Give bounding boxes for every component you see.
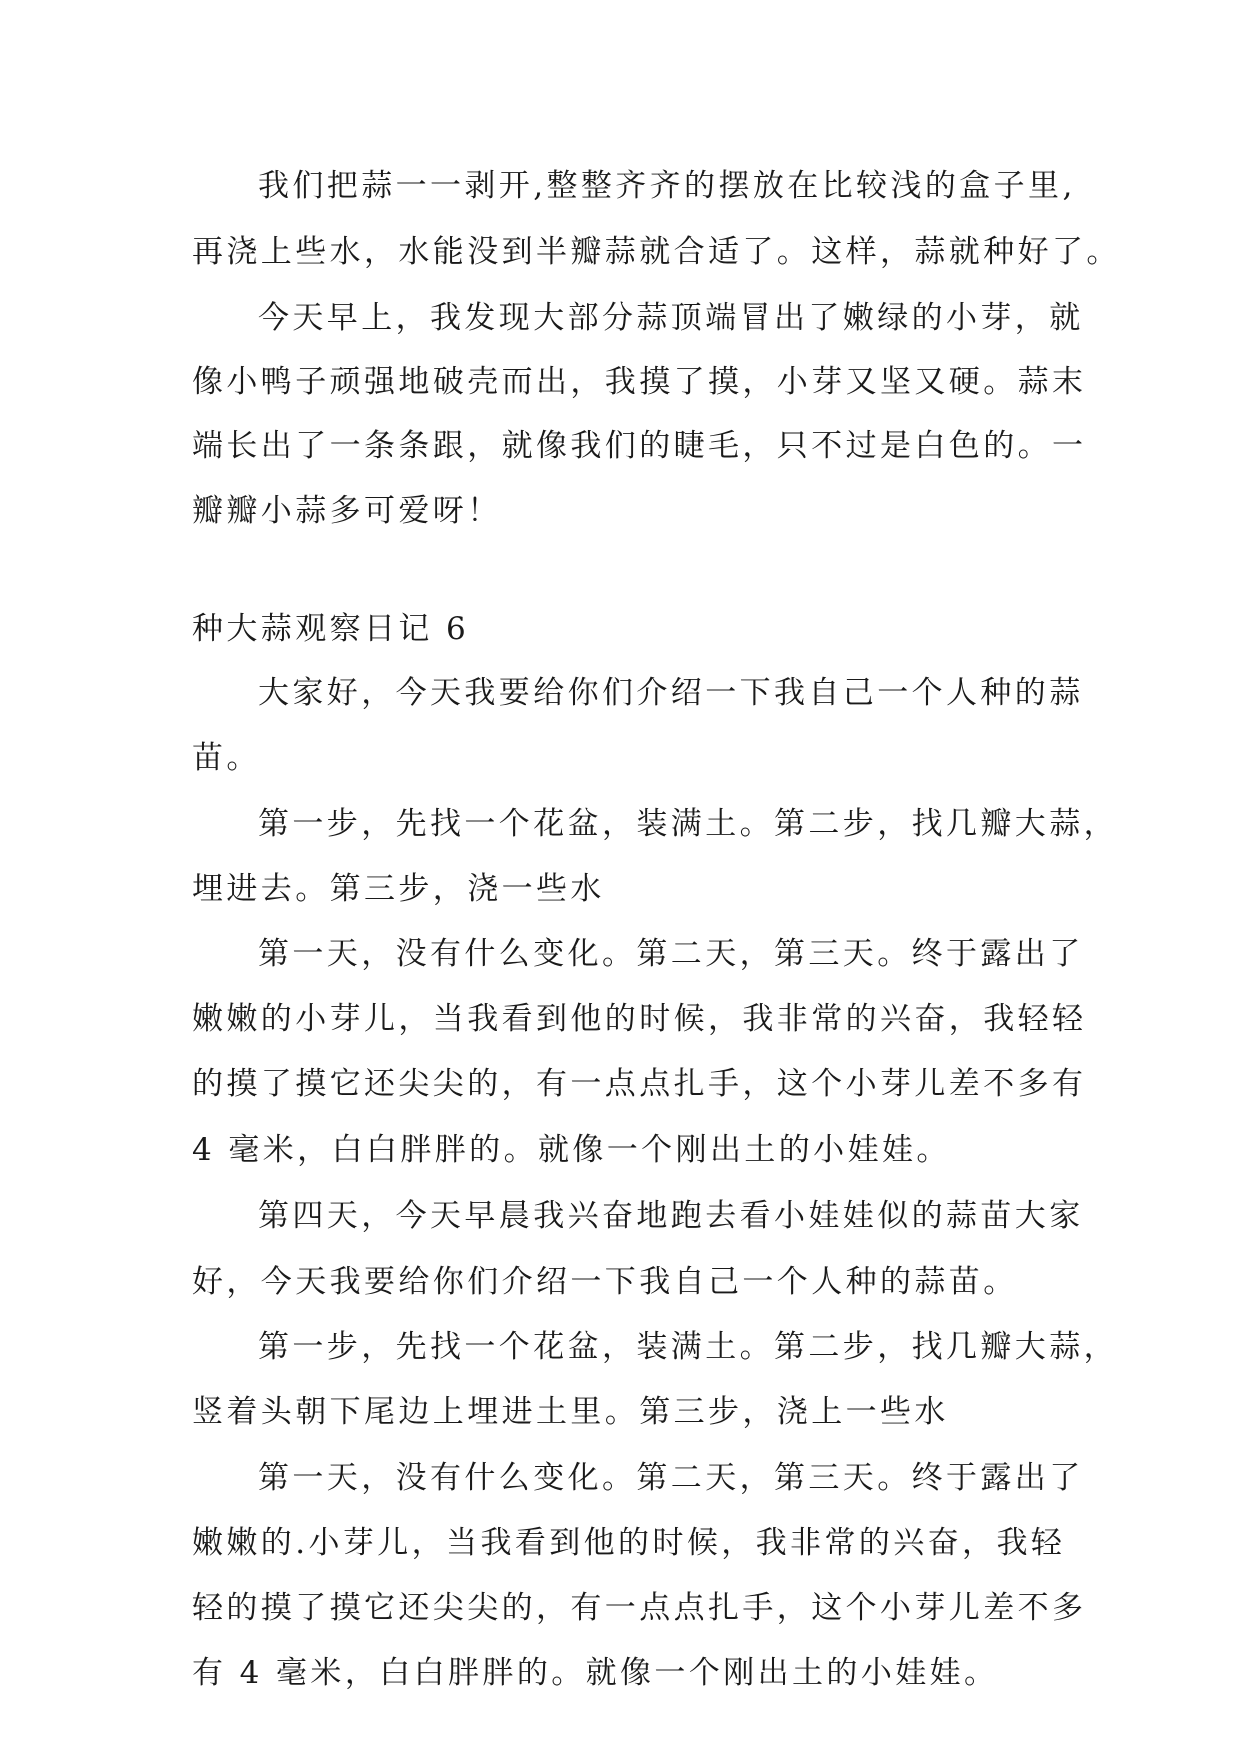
text-line: 大家好，今天我要给你们介绍一下我自己一个人种的蒜 [258,675,1084,711]
text-line: 4 毫米，白白胖胖的。就像一个刚出土的小娃娃。 [192,1132,951,1168]
text-line: 嫩嫩的小芽儿，当我看到他的时候，我非常的兴奋，我轻轻 [192,1001,1087,1037]
text-line: 埋进去。第三步，浇一些水 [192,871,605,907]
text-line: 有 4 毫米，白白胖胖的。就像一个刚出土的小娃娃。 [192,1655,999,1691]
text-line: 第四天，今天早晨我兴奋地跑去看小娃娃似的蒜苗大家 [258,1198,1084,1234]
text-line: 嫩嫩的.小芽儿，当我看到他的时候，我非常的兴奋，我轻 [192,1525,1066,1561]
section-title: 种大蒜观察日记 6 [192,611,470,647]
text-line: 再浇上些水，水能没到半瓣蒜就合适了。这样，蒜就种好了。 [192,234,1121,270]
text-line: 我们把蒜一一剥开,整整齐齐的摆放在比较浅的盒子里, [258,168,1076,204]
text-line: 轻的摸了摸它还尖尖的，有一点点扎手，这个小芽儿差不多 [192,1590,1087,1626]
text-line: 像小鸭子顽强地破壳而出，我摸了摸，小芽又坚又硬。蒜末 [192,364,1087,400]
text-line: 第一天，没有什么变化。第二天，第三天。终于露出了 [258,1460,1084,1496]
text-line: 瓣瓣小蒜多可爱呀！ [192,493,502,529]
text-line: 好，今天我要给你们介绍一下我自己一个人种的蒜苗。 [192,1264,1018,1300]
text-line: 端长出了一条条跟，就像我们的睫毛，只不过是白色的。一 [192,428,1087,464]
text-line: 第一步，先找一个花盆，装满土。第二步，找几瓣大蒜， [258,806,1118,842]
text-line: 第一步，先找一个花盆，装满土。第二步，找几瓣大蒜， [258,1329,1118,1365]
text-line: 今天早上，我发现大部分蒜顶端冒出了嫩绿的小芽，就 [258,300,1084,336]
text-line: 竖着头朝下尾边上埋进土里。第三步，浇上一些水 [192,1394,949,1430]
text-line: 第一天，没有什么变化。第二天，第三天。终于露出了 [258,936,1084,972]
text-line: 苗。 [192,740,261,776]
text-line: 的摸了摸它还尖尖的，有一点点扎手，这个小芽儿差不多有 [192,1066,1087,1102]
